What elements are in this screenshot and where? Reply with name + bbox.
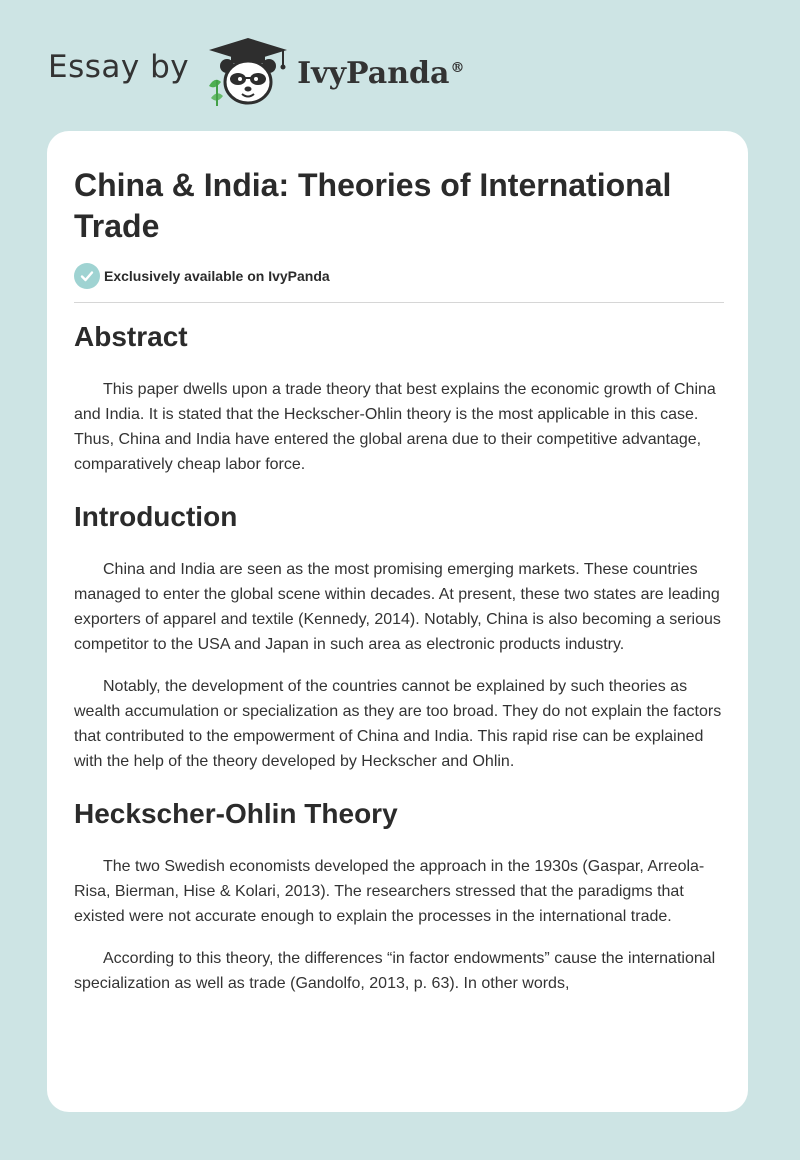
paragraph: Notably, the development of the countries cannot be explained by such theories as wealth accumulation or specialization as they are too broad. They do not explain the factors that contributed to the empowerment of China and India. This rapid rise can be explained with the help of the theory developed by Heckscher and Ohlin. (74, 678, 722, 770)
essay-card (47, 131, 748, 1112)
paragraph: According to this theory, the differences “in factor endowments” cause the international specialization as well as trade (Gandolfo, 2013, p. 63). In other words, (74, 950, 716, 992)
brand-prefix: Essay by (48, 49, 190, 85)
article-body (74, 317, 724, 996)
exclusive-badge (74, 263, 330, 289)
section-heading-heckscher-ohlin: Heckscher-Ohlin Theory (74, 798, 398, 829)
paragraph: The two Swedish economists developed the approach in the 1930s (Gaspar, Arreola-Risa, Bierman, Hise & Kolari, 2013). The researchers stressed that the paradigms that existed were not accurate enough to explain the processes in the international trade. (74, 858, 705, 925)
brand-name: IvyPanda® (297, 55, 465, 91)
title-divider (74, 302, 724, 303)
badge-text: Exclusively available on IvyPanda (104, 268, 330, 284)
check-circle-icon (74, 263, 100, 289)
section-heading-introduction: Introduction (74, 501, 238, 532)
panda-graduation-cap-icon (205, 36, 291, 108)
paragraph: China and India are seen as the most promising emerging markets. These countries managed to enter the global scene within decades. At present, these two states are leading exporters of apparel and textile (Kennedy, 2014). Notably, China is also becoming a serious competitor to the USA and Japan in such area as electronic products industry. (74, 561, 721, 653)
brand-header (48, 36, 464, 108)
section-heading-abstract: Abstract (74, 321, 188, 352)
paragraph: This paper dwells upon a trade theory that best explains the economic growth of China and India. It is stated that the Heckscher-Ohlin theory is the most applicable in this case. Thus, China and India have entered the global arena due to their competitive advantage, comparatively cheap labor force. (74, 381, 716, 473)
registered-mark: ® (450, 59, 465, 76)
page-title: China & India: Theories of International Trade (74, 167, 672, 244)
